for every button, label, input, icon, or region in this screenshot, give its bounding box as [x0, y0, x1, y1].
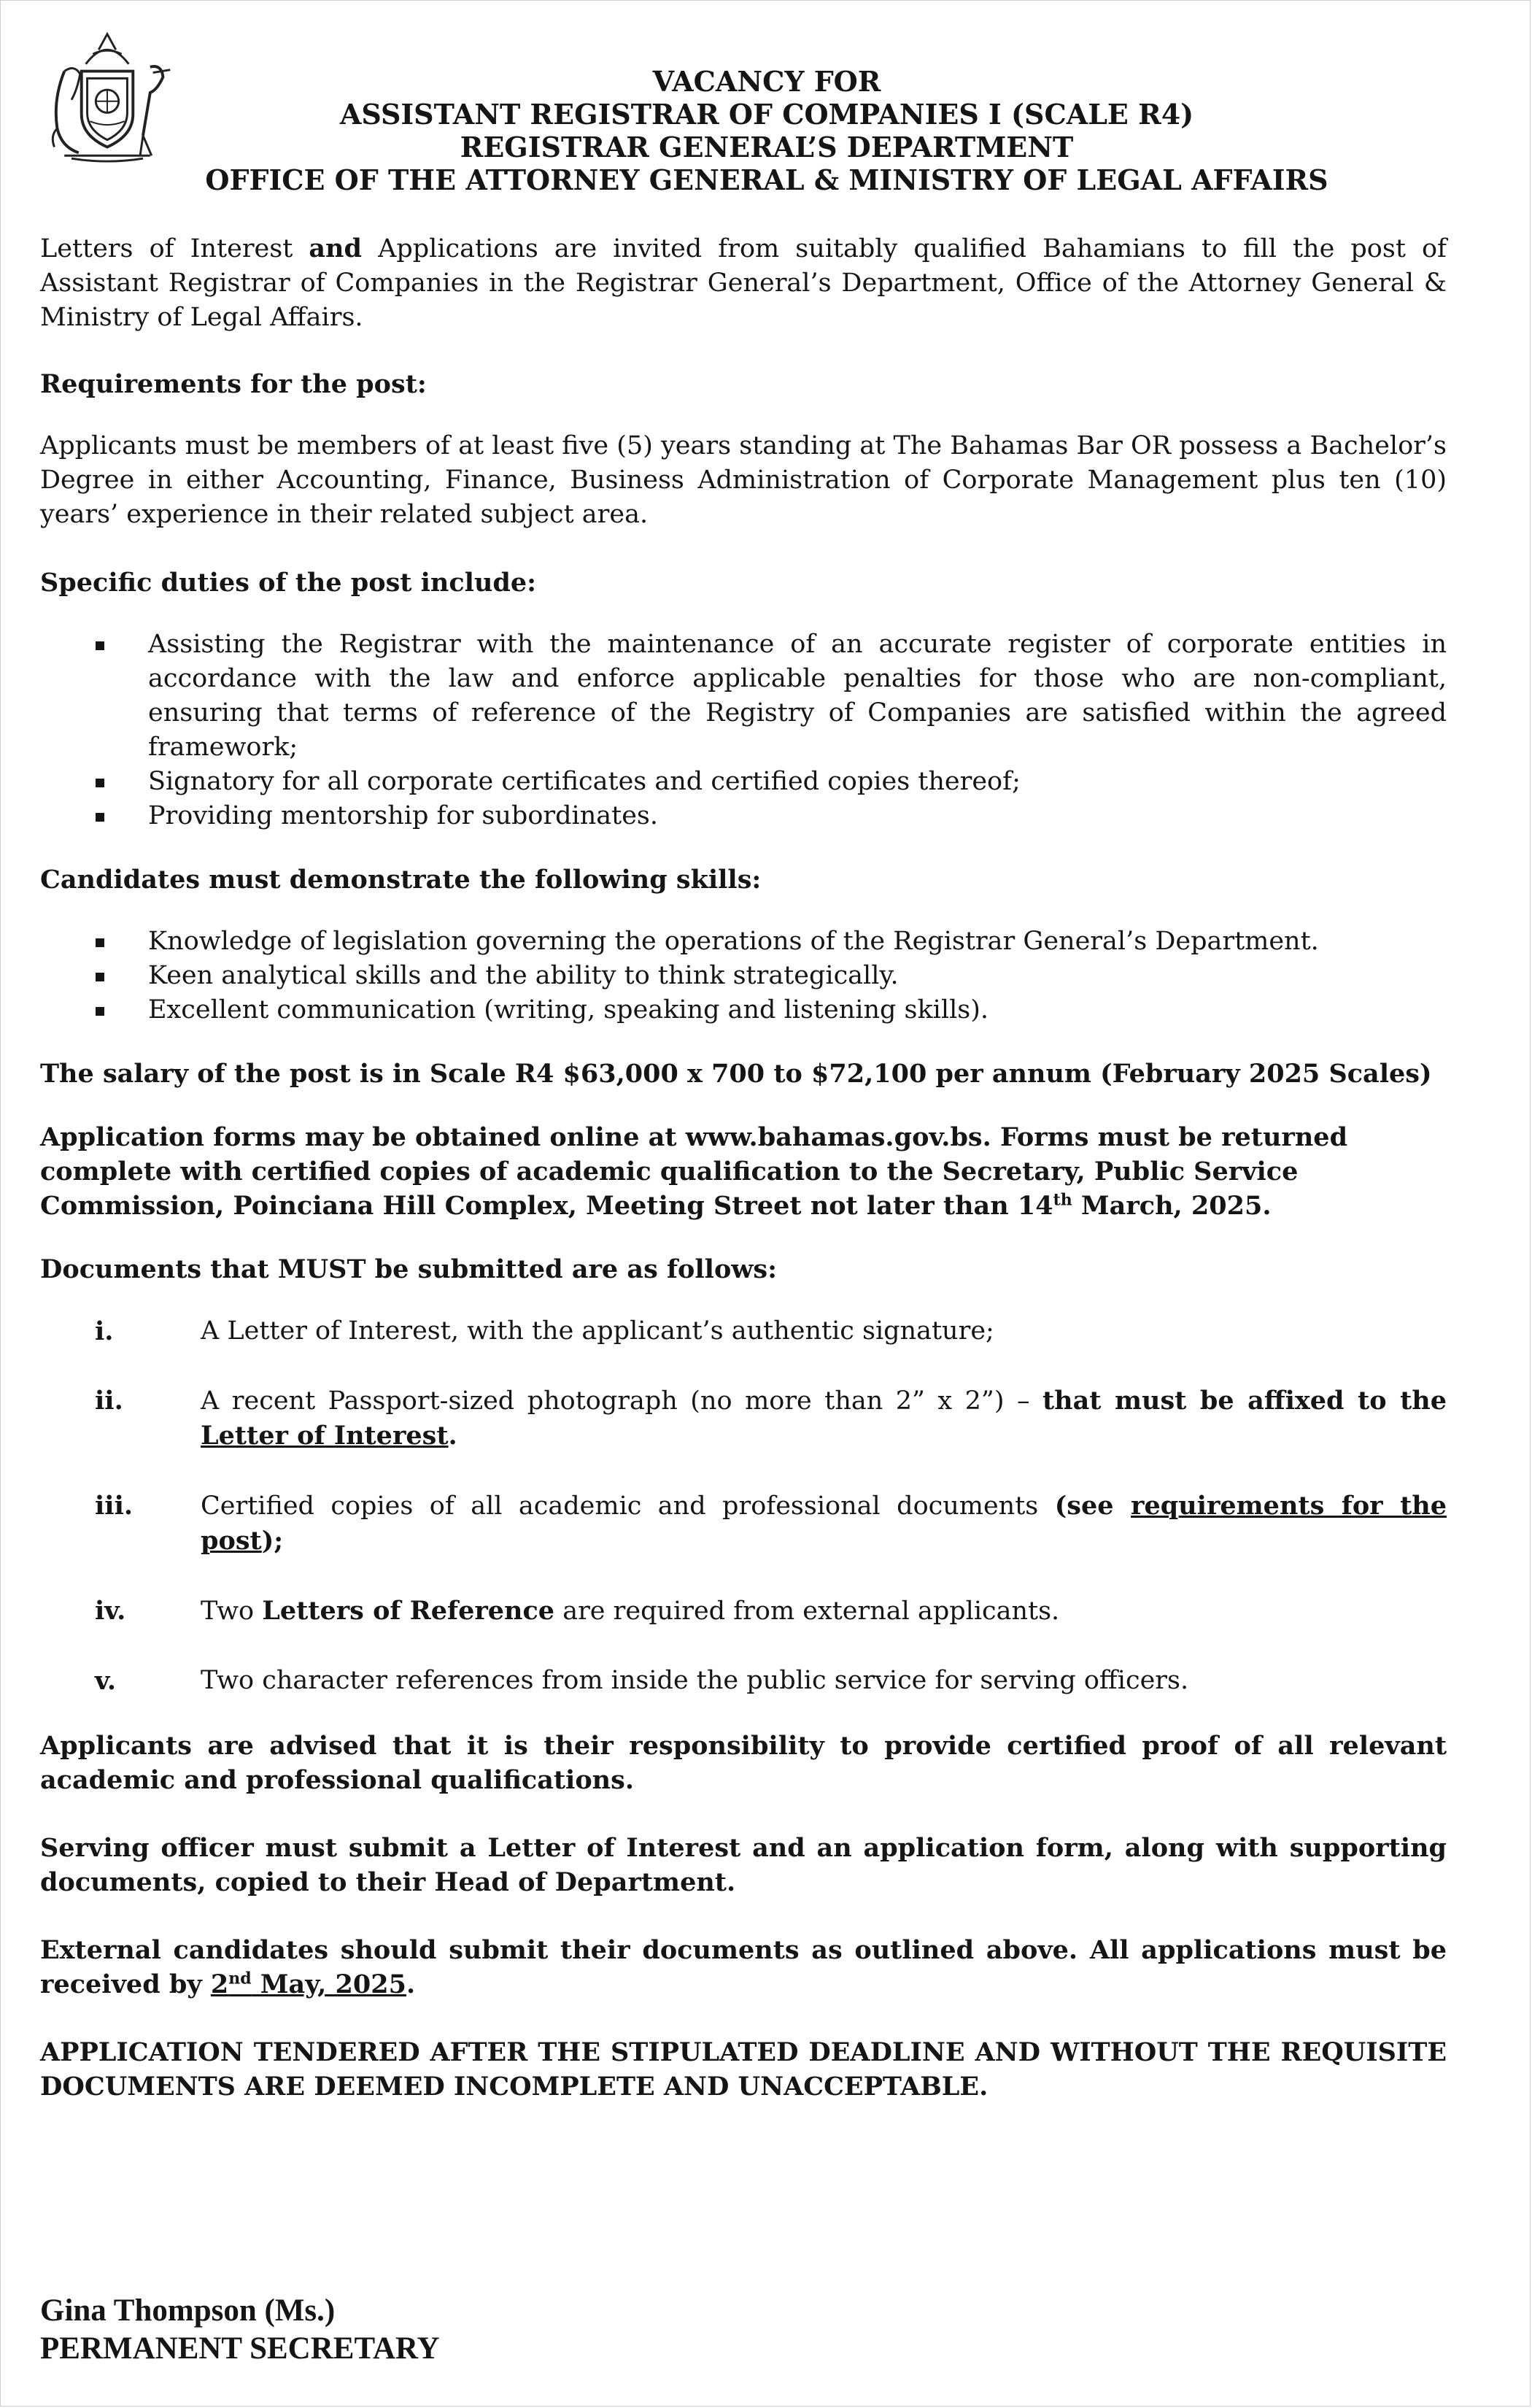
list-item: Providing mentorship for subordinates.	[40, 799, 1447, 833]
salary-paragraph: The salary of the post is in Scale R4 $63,000 x 700 to $72,100 per annum (February 2025 Scales)	[40, 1059, 1432, 1089]
requirements-heading: Requirements for the post:	[40, 369, 427, 399]
notice-header	[1, 65, 1532, 196]
signature-block	[40, 2292, 440, 2368]
list-item: Knowledge of legislation governing the operations of the Registrar General’s Department.	[40, 925, 1447, 959]
document-number: i.	[95, 1316, 114, 1346]
document-item	[40, 1594, 1447, 1629]
intro-paragraph	[40, 231, 1447, 335]
list-item: Signatory for all corporate certificates and certified copies thereof;	[40, 765, 1447, 799]
document-item	[40, 1664, 1447, 1698]
skills-list	[40, 925, 1447, 1027]
deadline-sup: nd	[228, 1969, 252, 1988]
doc-text-u: requirements for the post	[201, 1491, 1447, 1556]
doc-text-a: Two	[201, 1597, 263, 1626]
signatory-title: PERMANENT SECRETARY	[40, 2331, 440, 2366]
document-number: iv.	[95, 1596, 126, 1626]
list-item: Assisting the Registrar with the maintenance of an accurate register of corporate entities in accordance with the law and enforce applicable penalties for those who are non-compliant, ensuring that terms of reference of the Registry of Companies are satisfied within the agreed framework;	[40, 628, 1447, 765]
external-text: External candidates should submit their documents as outlined above. All applications must be received by	[40, 1935, 1447, 1999]
document-number: iii.	[95, 1491, 134, 1521]
document-item	[40, 1384, 1447, 1454]
notice-body	[40, 231, 1447, 2104]
duties-list	[40, 628, 1447, 833]
list-item: Excellent communication (writing, speaking and listening skills).	[40, 993, 1447, 1027]
document-text	[201, 1594, 1447, 1629]
signatory-name: Gina Thompson (Ms.)	[40, 2293, 336, 2328]
skills-heading: Candidates must demonstrate the following skills:	[40, 865, 762, 895]
document-number: ii.	[95, 1386, 123, 1416]
warning-paragraph: APPLICATION TENDERED AFTER THE STIPULATED DEADLINE AND WITHOUT THE REQUISITE DOCUMENTS ARE DEEMED INCOMPLETE AND UNACCEPTABLE.	[40, 2037, 1447, 2102]
document-text: A Letter of Interest, with the applicant’s authentic signature;	[201, 1316, 994, 1346]
doc-text-c: .	[448, 1421, 457, 1451]
intro-text-b: and	[309, 234, 362, 263]
deadline-rest: May, 2025	[251, 1969, 406, 1999]
document-number: v.	[95, 1666, 117, 1696]
doc-text-b: Letters of Reference	[262, 1596, 555, 1626]
header-office: OFFICE OF THE ATTORNEY GENERAL & MINISTRY OF LEGAL AFFAIRS	[205, 163, 1328, 196]
list-item: Keen analytical skills and the ability to think strategically.	[40, 959, 1447, 993]
header-title: VACANCY FOR	[652, 65, 881, 98]
doc-text-c: are required from external applicants.	[554, 1597, 1060, 1626]
document-item	[40, 1314, 1447, 1348]
intro-text-c: Applications are invited from suitably qualified Bahamians to fill the post of Assistant Registrar of Companies in the Registrar General’s Department, Office of the Attorney General & Ministry of Legal Affairs.	[40, 234, 1447, 332]
doc-text-a: Certified copies of all academic and professional documents	[201, 1492, 1055, 1521]
deadline-day: 2	[210, 1969, 229, 1999]
documents-list	[40, 1314, 1447, 1698]
doc-text-b: (see	[1054, 1491, 1131, 1521]
requirements-text: Applicants must be members of at least five (5) years standing at The Bahamas Bar OR possess a Bachelor’s Degree in either Accounting, Finance, Business Administration of Corporate Management plus ten (10) years’ experience in their related subject area.	[40, 431, 1447, 529]
document-item	[40, 1489, 1447, 1559]
application-text: Application forms may be obtained online at www.bahamas.gov.bs. Forms must be returned complete with certified copies of academic qualification to the Secretary, Public Service Commission, Poinciana Hill Complex, Meeting Street not later than 14	[40, 1122, 1348, 1221]
document-text	[201, 1489, 1447, 1559]
deadline-date	[211, 1969, 406, 1999]
header-position: ASSISTANT REGISTRAR OF COMPANIES I (SCALE R4)	[339, 98, 1194, 131]
documents-heading: Documents that MUST be submitted are as follows:	[40, 1254, 778, 1284]
application-paragraph	[40, 1120, 1447, 1223]
application-sup: th	[1053, 1190, 1072, 1210]
doc-text-b: that must be affixed to the	[1042, 1386, 1447, 1416]
application-tail: March, 2025.	[1072, 1191, 1272, 1221]
doc-text-u: Letter of Interest	[201, 1421, 449, 1451]
advised-paragraph: Applicants are advised that it is their responsibility to provide certified proof of all relevant academic and professional qualifications.	[40, 1731, 1447, 1795]
doc-text-c: );	[261, 1526, 284, 1556]
document-text	[201, 1384, 1447, 1454]
document-text: Two character references from inside the public service for serving officers.	[201, 1666, 1189, 1695]
header-department: REGISTRAR GENERAL’S DEPARTMENT	[460, 131, 1074, 163]
doc-text-a: A recent Passport-sized photograph (no more than 2” x 2”) –	[201, 1386, 1042, 1416]
external-paragraph	[40, 1933, 1447, 2002]
intro-text-a: Letters of Interest	[40, 234, 309, 263]
duties-heading: Specific duties of the post include:	[40, 568, 537, 598]
serving-paragraph: Serving officer must submit a Letter of Interest and an application form, along with supporting documents, copied to their Head of Department.	[40, 1833, 1447, 1897]
external-end: .	[406, 1969, 416, 1999]
